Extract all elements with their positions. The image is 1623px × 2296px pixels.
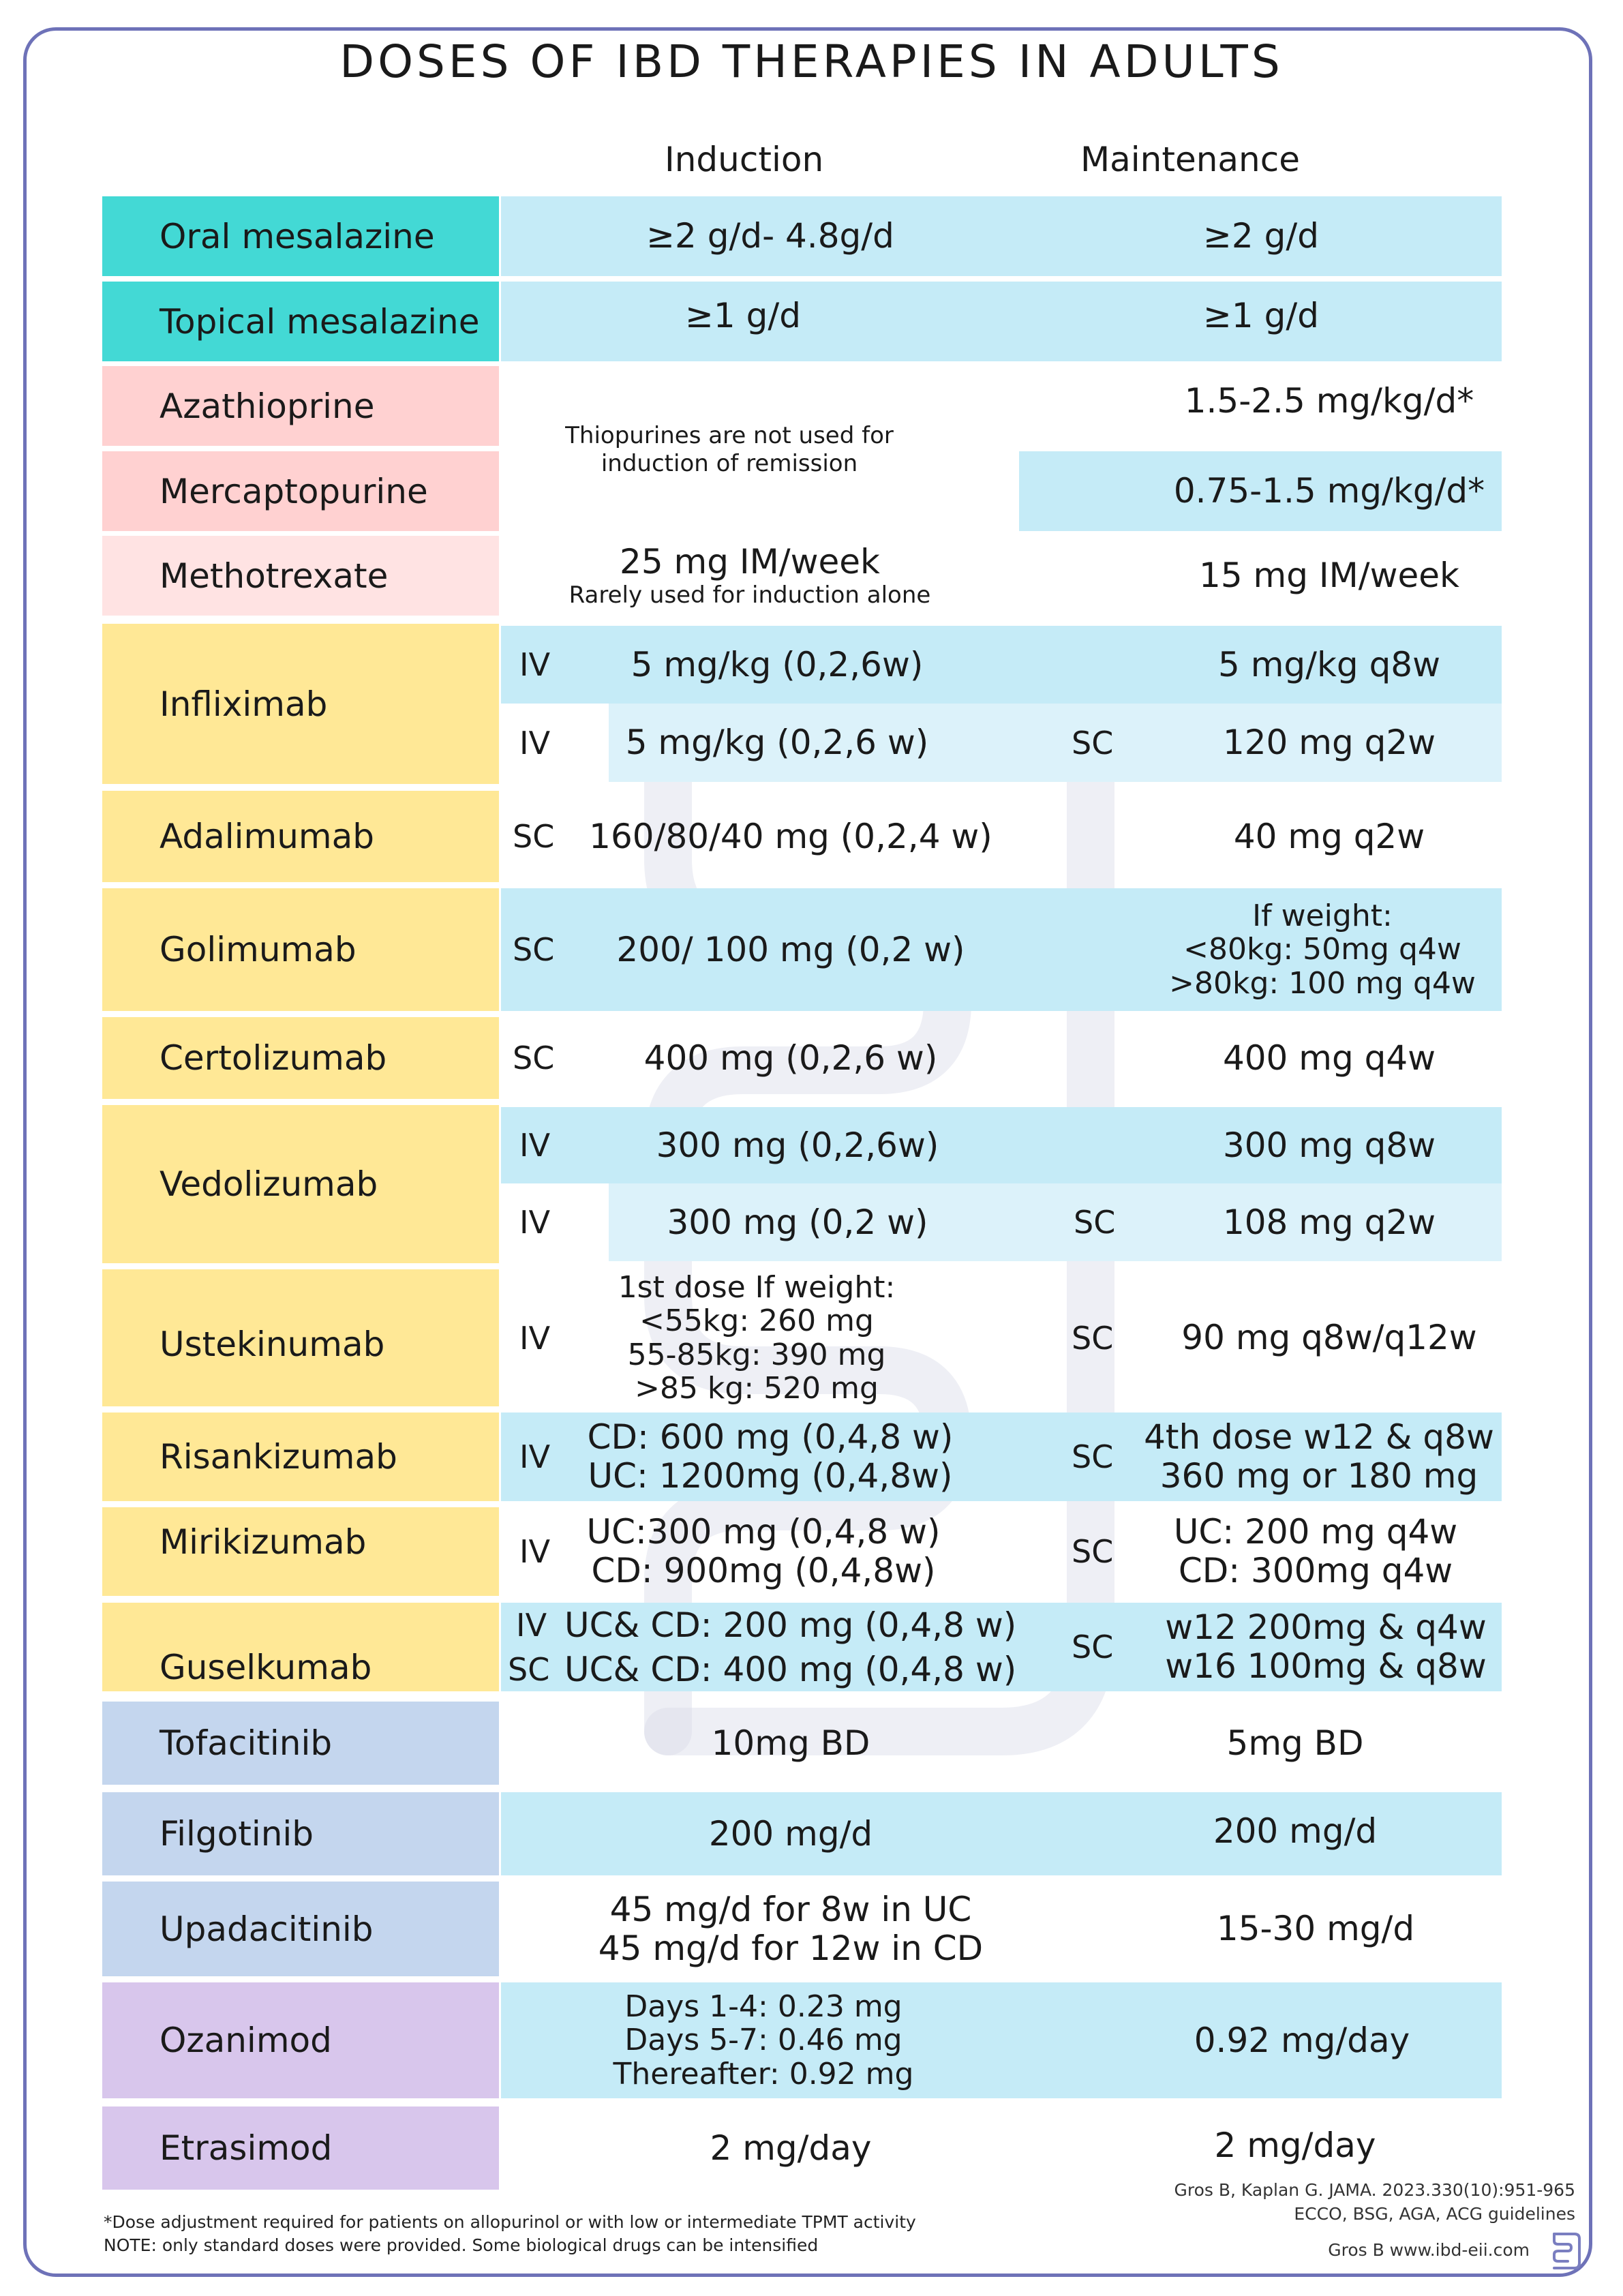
footnote-dose-adjustment: *Dose adjustment required for patients on allopurinol or with low or intermediate TPMT activity bbox=[104, 2212, 916, 2232]
guselkumab-maintenance-line: w12 200mg & q4w bbox=[1165, 1607, 1487, 1647]
upadacitinib-induction-line: 45 mg/d for 12w in CD bbox=[598, 1928, 984, 1968]
drug-label-etrasimod: Etrasimod bbox=[102, 2106, 499, 2190]
golimumab-maintenance-line: <80kg: 50mg q4w bbox=[1183, 932, 1461, 967]
mirikizumab-maintenance bbox=[1138, 1507, 1493, 1596]
credit-link[interactable]: Gros B www.ibd-eii.com bbox=[1328, 2240, 1530, 2260]
risankizumab-sc-route: SC bbox=[1072, 1438, 1114, 1475]
ustekinumab-induction bbox=[559, 1269, 954, 1406]
induction-header: Induction bbox=[665, 140, 824, 179]
guselkumab-induction-sc: UC& CD: 400 mg (0,4,8 w) bbox=[564, 1649, 1017, 1689]
drug-label-risankizumab: Risankizumab bbox=[102, 1413, 499, 1501]
mirikizumab-maintenance-line: CD: 300mg q4w bbox=[1178, 1551, 1453, 1590]
ozanimod-maintenance: 0.92 mg/day bbox=[1194, 2020, 1410, 2060]
reference-guidelines: ECCO, BSG, AGA, ACG guidelines bbox=[1294, 2204, 1575, 2224]
drug-label-ozanimod: Ozanimod bbox=[102, 1982, 499, 2098]
drug-label-mercaptopurine: Mercaptopurine bbox=[102, 451, 499, 531]
certolizumab-route: SC bbox=[513, 1040, 555, 1076]
adalimumab-route: SC bbox=[513, 818, 555, 855]
risankizumab-maintenance-line: 360 mg or 180 mg bbox=[1159, 1456, 1478, 1496]
ozanimod-induction bbox=[559, 1982, 968, 2098]
guselkumab-sc-route: SC bbox=[1072, 1629, 1114, 1665]
infliximab-maintenance-iv: 5 mg/kg q8w bbox=[1217, 644, 1441, 684]
maintenance-header: Maintenance bbox=[1080, 140, 1300, 179]
topical-mesalazine-maintenance: ≥1 g/d bbox=[1203, 296, 1319, 335]
vedolizumab-maintenance-sc: 108 mg q2w bbox=[1222, 1202, 1436, 1242]
drug-label-upadacitinib: Upadacitinib bbox=[102, 1882, 499, 1976]
etrasimod-induction: 2 mg/day bbox=[710, 2128, 872, 2168]
methotrexate-induction-dose: 25 mg IM/week bbox=[620, 541, 880, 581]
mirikizumab-induction-line: UC:300 mg (0,4,8 w) bbox=[586, 1512, 941, 1552]
drug-label-golimumab: Golimumab bbox=[102, 888, 499, 1011]
etrasimod-maintenance: 2 mg/day bbox=[1214, 2125, 1376, 2165]
oral-mesalazine-maintenance: ≥2 g/d bbox=[1203, 216, 1319, 256]
vedolizumab-maintenance-iv: 300 mg q8w bbox=[1222, 1125, 1436, 1165]
drug-label-mirikizumab: Mirikizumab bbox=[102, 1507, 499, 1596]
risankizumab-maintenance bbox=[1138, 1413, 1500, 1501]
infliximab-iv-route: IV bbox=[519, 646, 551, 683]
vedolizumab-induction-iv-2: 300 mg (0,2 w) bbox=[667, 1202, 928, 1242]
adalimumab-maintenance: 40 mg q2w bbox=[1233, 816, 1425, 856]
guselkumab-maintenance bbox=[1152, 1603, 1500, 1691]
guselkumab-sc-route-induction: SC bbox=[508, 1650, 550, 1688]
ozanimod-induction-line: Days 1-4: 0.23 mg bbox=[624, 1989, 902, 2025]
methotrexate-induction-note: Rarely used for induction alone bbox=[568, 581, 931, 609]
drug-label-adalimumab: Adalimumab bbox=[102, 791, 499, 882]
drug-label-guselkumab: Guselkumab bbox=[102, 1603, 499, 1691]
golimumab-route: SC bbox=[513, 931, 555, 968]
mirikizumab-iv-route: IV bbox=[519, 1533, 551, 1570]
filgotinib-maintenance: 200 mg/d bbox=[1213, 1811, 1378, 1851]
guselkumab-induction-iv: UC& CD: 200 mg (0,4,8 w) bbox=[564, 1605, 1017, 1645]
thiopurine-note-line: Thiopurines are not used for bbox=[565, 422, 894, 450]
upadacitinib-maintenance: 15-30 mg/d bbox=[1216, 1909, 1415, 1948]
mirikizumab-sc-route: SC bbox=[1072, 1533, 1114, 1570]
intestine-logo-icon bbox=[1549, 2231, 1583, 2271]
reference-citation: Gros B, Kaplan G. JAMA. 2023.330(10):951-965 bbox=[1174, 2180, 1575, 2200]
drug-label-ustekinumab: Ustekinumab bbox=[102, 1269, 499, 1406]
thiopurine-note-line: induction of remission bbox=[601, 450, 858, 477]
infliximab-induction-iv: 5 mg/kg (0,2,6w) bbox=[631, 644, 924, 684]
infliximab-sc-route: SC bbox=[1072, 724, 1114, 761]
tofacitinib-induction: 10mg BD bbox=[711, 1723, 870, 1763]
risankizumab-iv-route: IV bbox=[519, 1438, 551, 1475]
ustekinumab-induction-line: >85 kg: 520 mg bbox=[635, 1370, 879, 1406]
footnote-standard-doses: NOTE: only standard doses were provided. Some biological drugs can be intensified bbox=[104, 2235, 819, 2255]
guselkumab-iv-route: IV bbox=[516, 1606, 547, 1644]
azathioprine-maintenance: 1.5-2.5 mg/kg/d* bbox=[1184, 381, 1474, 421]
thiopurine-induction-note bbox=[539, 409, 920, 491]
ustekinumab-induction-line: <55kg: 260 mg bbox=[639, 1303, 874, 1339]
risankizumab-maintenance-line: 4th dose w12 & q8w bbox=[1144, 1417, 1494, 1457]
ustekinumab-sc-route: SC bbox=[1072, 1319, 1114, 1357]
vedolizumab-iv-route: IV bbox=[519, 1127, 551, 1164]
ozanimod-induction-line: Thereafter: 0.92 mg bbox=[613, 2056, 914, 2091]
drug-label-oral-mesalazine: Oral mesalazine bbox=[102, 196, 499, 276]
tofacitinib-maintenance: 5mg BD bbox=[1226, 1723, 1364, 1763]
oral-mesalazine-induction: ≥2 g/d- 4.8g/d bbox=[646, 216, 894, 256]
guselkumab-maintenance-line: w16 100mg & q8w bbox=[1165, 1646, 1487, 1686]
mercaptopurine-maintenance: 0.75-1.5 mg/kg/d* bbox=[1173, 471, 1485, 511]
infliximab-maintenance-sc: 120 mg q2w bbox=[1222, 723, 1436, 762]
golimumab-maintenance-line: >80kg: 100 mg q4w bbox=[1169, 965, 1476, 1001]
risankizumab-induction-line: CD: 600 mg (0,4,8 w) bbox=[587, 1417, 954, 1457]
ustekinumab-maintenance: 90 mg q8w/q12w bbox=[1181, 1318, 1477, 1357]
upadacitinib-induction bbox=[559, 1882, 1022, 1976]
ozanimod-induction-line: Days 5-7: 0.46 mg bbox=[624, 2023, 902, 2058]
vedolizumab-iv-route-2: IV bbox=[519, 1204, 551, 1241]
ustekinumab-iv-route: IV bbox=[519, 1319, 551, 1357]
mirikizumab-induction-line: CD: 900mg (0,4,8w) bbox=[591, 1551, 936, 1590]
drug-label-topical-mesalazine: Topical mesalazine bbox=[102, 282, 499, 361]
risankizumab-induction-line: UC: 1200mg (0,4,8w) bbox=[588, 1456, 953, 1496]
risankizumab-induction bbox=[559, 1413, 982, 1501]
infliximab-iv-route-2: IV bbox=[519, 724, 551, 761]
mirikizumab-maintenance-line: UC: 200 mg q4w bbox=[1173, 1512, 1458, 1552]
golimumab-maintenance-line: If weight: bbox=[1252, 898, 1393, 934]
page-title: DOSES OF IBD THERAPIES IN ADULTS bbox=[339, 35, 1284, 88]
ustekinumab-induction-line: 1st dose If weight: bbox=[618, 1269, 896, 1305]
methotrexate-maintenance: 15 mg IM/week bbox=[1199, 556, 1459, 595]
infliximab-induction-iv-2: 5 mg/kg (0,2,6 w) bbox=[625, 723, 929, 762]
drug-label-filgotinib: Filgotinib bbox=[102, 1792, 499, 1875]
topical-mesalazine-induction: ≥1 g/d bbox=[685, 296, 801, 335]
golimumab-induction: 200/ 100 mg (0,2 w) bbox=[616, 929, 965, 969]
certolizumab-induction: 400 mg (0,2,6 w) bbox=[643, 1038, 938, 1078]
drug-label-vedolizumab: Vedolizumab bbox=[102, 1105, 499, 1263]
drug-label-tofacitinib: Tofacitinib bbox=[102, 1702, 499, 1785]
mirikizumab-induction bbox=[559, 1507, 968, 1596]
methotrexate-induction bbox=[532, 536, 968, 616]
vedolizumab-induction-iv: 300 mg (0,2,6w) bbox=[656, 1125, 939, 1165]
adalimumab-induction: 160/80/40 mg (0,2,4 w) bbox=[589, 816, 992, 856]
drug-label-infliximab: Infliximab bbox=[102, 624, 499, 784]
drug-label-methotrexate: Methotrexate bbox=[102, 536, 499, 616]
upadacitinib-induction-line: 45 mg/d for 8w in UC bbox=[609, 1889, 972, 1929]
vedolizumab-sc-route: SC bbox=[1074, 1204, 1116, 1241]
ustekinumab-induction-line: 55-85kg: 390 mg bbox=[627, 1337, 886, 1372]
golimumab-maintenance bbox=[1145, 888, 1500, 1011]
filgotinib-induction: 200 mg/d bbox=[708, 1813, 873, 1854]
drug-label-azathioprine: Azathioprine bbox=[102, 366, 499, 446]
certolizumab-maintenance: 400 mg q4w bbox=[1222, 1038, 1436, 1078]
drug-label-certolizumab: Certolizumab bbox=[102, 1017, 499, 1099]
